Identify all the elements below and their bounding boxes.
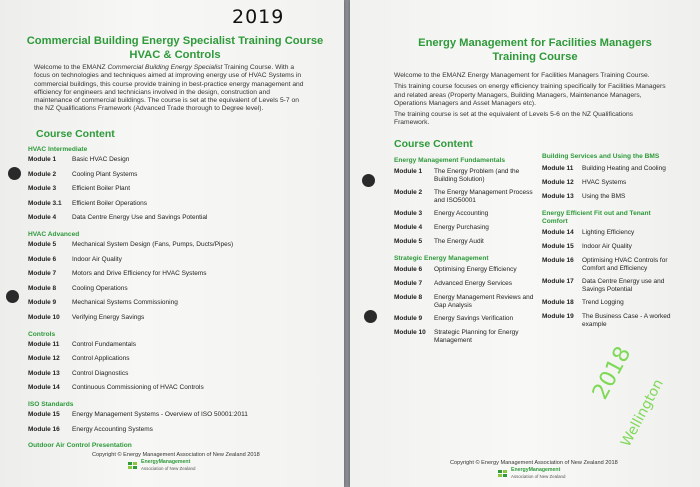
- right-page: [350, 0, 700, 487]
- right-logo: [498, 468, 565, 479]
- module-number: Module 14: [542, 229, 574, 236]
- module-number: Module 16: [28, 425, 60, 433]
- module-title: Data Centre Energy Use and Savings Potential: [72, 214, 208, 222]
- section-heading: Energy Efficient Fit out and Tenant Comfort: [542, 210, 651, 225]
- module-number: Module 5: [28, 241, 57, 248]
- module-title: Optimising HVAC Controls for Comfort and Efficiency: [582, 257, 668, 272]
- module-title: Control Applications: [72, 355, 130, 363]
- module-number: Module 10: [394, 329, 426, 336]
- module-number: Module 12: [28, 355, 60, 363]
- module-number: Module 3: [28, 185, 57, 193]
- module-number: Module 3: [394, 210, 423, 217]
- module-number: Module 8: [394, 294, 423, 301]
- module-number: Module 3.1: [28, 199, 62, 207]
- logo-sub: Association of New Zealand: [141, 465, 196, 471]
- module-title: Energy Savings Verification: [434, 315, 514, 322]
- module-number: Module 11: [28, 340, 60, 348]
- module-number: Module 9: [28, 299, 57, 307]
- right-copyright: Copyright © Energy Management Association of New Zealand 2018: [450, 460, 618, 466]
- handwritten-place: Wellington: [618, 376, 667, 450]
- module-number: Module 8: [28, 284, 57, 292]
- punch-hole: [6, 290, 19, 303]
- section-heading: Building Services and Using the BMS: [542, 153, 660, 160]
- right-intro-p1: Welcome to the EMANZ Energy Management for Facilities Managers Training Course.: [394, 72, 650, 79]
- module-title: Energy Management Systems - Overview of ISO 50001:2011: [72, 411, 248, 418]
- module-number: Module 4: [28, 214, 57, 222]
- module-number: Module 11: [542, 165, 574, 172]
- module-title: Mechanical System Design (Fans, Pumps, Ducts/Pipes): [72, 241, 234, 248]
- module-number: Module 15: [28, 411, 60, 418]
- left-page: [0, 0, 344, 487]
- module-number: Module 15: [542, 243, 574, 250]
- section-heading: Energy Management Fundamentals: [394, 157, 506, 164]
- module-title: Efficient Boiler Operations: [72, 199, 148, 207]
- module-number: Module 6: [28, 255, 57, 263]
- right-intro-p2: This training course focuses on energy efficiency training specifically for Facilities Managers and related areas (Property Managers, Building Managers, Maintenance Managers, Operations Managers and Asset Managers etc).: [394, 83, 666, 107]
- module-title: Building Heating and Cooling: [582, 165, 666, 172]
- module-title: Energy Management Reviews and Gap Analysis: [434, 294, 534, 309]
- handwritten-year-green: 2018: [588, 342, 637, 404]
- module-number: Module 1: [394, 168, 423, 175]
- module-number: Module 13: [542, 193, 574, 200]
- module-number: Module 7: [28, 270, 57, 278]
- emanz-logo-icon: [498, 469, 509, 478]
- module-number: Module 19: [542, 313, 574, 320]
- left-logo: [128, 460, 195, 471]
- module-title: The Business Case - A worked example: [582, 313, 671, 328]
- module-number: Module 10: [28, 314, 60, 321]
- module-title: The Energy Management Process and ISO50001: [434, 189, 533, 204]
- module-title: Lighting Efficiency: [582, 229, 635, 236]
- module-title: Control Diagnostics: [72, 369, 129, 377]
- right-title-line: Energy Management for Facilities Managers: [418, 37, 652, 49]
- module-number: Module 16: [542, 257, 574, 264]
- module-title: Verifying Energy Savings: [72, 314, 145, 321]
- punch-hole: [362, 174, 375, 187]
- module-title: Optimising Energy Efficiency: [434, 266, 517, 273]
- module-title: Energy Accounting: [434, 210, 489, 217]
- logo-name: EnergyManagement: [511, 467, 561, 473]
- module-title: HVAC Systems: [582, 179, 627, 186]
- right-intro-p3: The training course is set at the equivalent of Levels 5-6 on the NZ Qualifications Framework.: [394, 111, 634, 127]
- module-number: Module 4: [394, 224, 423, 231]
- punch-hole: [8, 167, 21, 180]
- logo-name: EnergyManagement: [141, 459, 191, 465]
- module-title: Data Centre Energy use and Savings Potential: [582, 278, 665, 293]
- module-title: Energy Accounting Systems: [72, 425, 153, 433]
- left-title-line: Commercial Building Energy Specialist Training Course: [26, 35, 324, 47]
- right-intro: [394, 72, 669, 128]
- module-title: Advanced Energy Services: [434, 280, 513, 287]
- right-page-title: [390, 36, 680, 64]
- module-number: Module 18: [542, 299, 574, 306]
- left-subtitle: HVAC & Controls: [129, 49, 221, 61]
- section-heading: Strategic Energy Management: [394, 255, 489, 262]
- module-number: Module 2: [28, 170, 57, 178]
- module-title: Indoor Air Quality: [582, 243, 632, 250]
- module-title: Cooling Operations: [72, 284, 128, 292]
- section-heading: Controls: [28, 330, 56, 338]
- module-title: Basic HVAC Design: [72, 156, 130, 163]
- module-title: Indoor Air Quality: [72, 255, 122, 263]
- module-number: Module 13: [28, 369, 60, 377]
- module-title: Energy Purchasing: [434, 224, 489, 231]
- right-course-content-heading: Course Content: [394, 138, 473, 150]
- section-heading: Outdoor Air Control Presentation: [28, 442, 132, 450]
- module-number: Module 17: [542, 278, 574, 285]
- handwritten-year: 2019: [232, 6, 285, 28]
- module-number: Module 12: [542, 179, 574, 186]
- module-title: Cooling Plant Systems: [72, 170, 138, 178]
- module-title: Using the BMS: [582, 193, 626, 200]
- module-title: The Energy Problem (and the Building Solution): [434, 168, 520, 183]
- module-number: Module 2: [394, 189, 423, 196]
- section-heading: ISO Standards: [28, 401, 74, 408]
- module-number: Module 6: [394, 266, 423, 273]
- left-page-title: [20, 34, 330, 62]
- module-number: Module 7: [394, 280, 423, 287]
- module-number: Module 9: [394, 315, 423, 322]
- punch-hole: [364, 310, 377, 323]
- module-title: Motors and Drive Efficiency for HVAC Systems: [72, 270, 207, 278]
- section-heading: HVAC Intermediate: [28, 146, 88, 153]
- module-title: Strategic Planning for Energy Management: [434, 329, 519, 344]
- left-course-content-heading: Course Content: [36, 128, 115, 140]
- module-number: Module 5: [394, 238, 423, 245]
- module-title: Continuous Commissioning of HVAC Controls: [72, 384, 204, 392]
- module-title: The Energy Audit: [434, 238, 484, 245]
- module-title: Trend Logging: [582, 299, 624, 306]
- module-title: Mechanical Systems Commissioning: [72, 299, 178, 307]
- module-title: Control Fundamentals: [72, 340, 136, 348]
- logo-sub: Association of New Zealand: [511, 473, 566, 479]
- module-title: Efficient Boiler Plant: [72, 185, 131, 193]
- section-heading: HVAC Advanced: [28, 231, 80, 238]
- left-copyright: Copyright © Energy Management Association of New Zealand 2018: [92, 452, 260, 458]
- left-intro: Welcome to the EMANZ Commercial Building Energy Specialist Training Course. With a focus on technologies and techniques aimed at improving energy use of HVAC Systems in commercial buildings, this course provide training in best-practice energy management and efficiency for engineers and technicians involved in the design, construction and maintenance of commercial buildings. The course is set at the equivalent of Levels 5-7 on the NZ Qualifications Framework (Advanced Trade thorough to Degree level).: [34, 64, 304, 113]
- emanz-logo-icon: [128, 461, 139, 470]
- module-number: Module 14: [28, 384, 60, 392]
- module-number: Module 1: [28, 156, 57, 163]
- right-subtitle: Training Course: [492, 51, 578, 63]
